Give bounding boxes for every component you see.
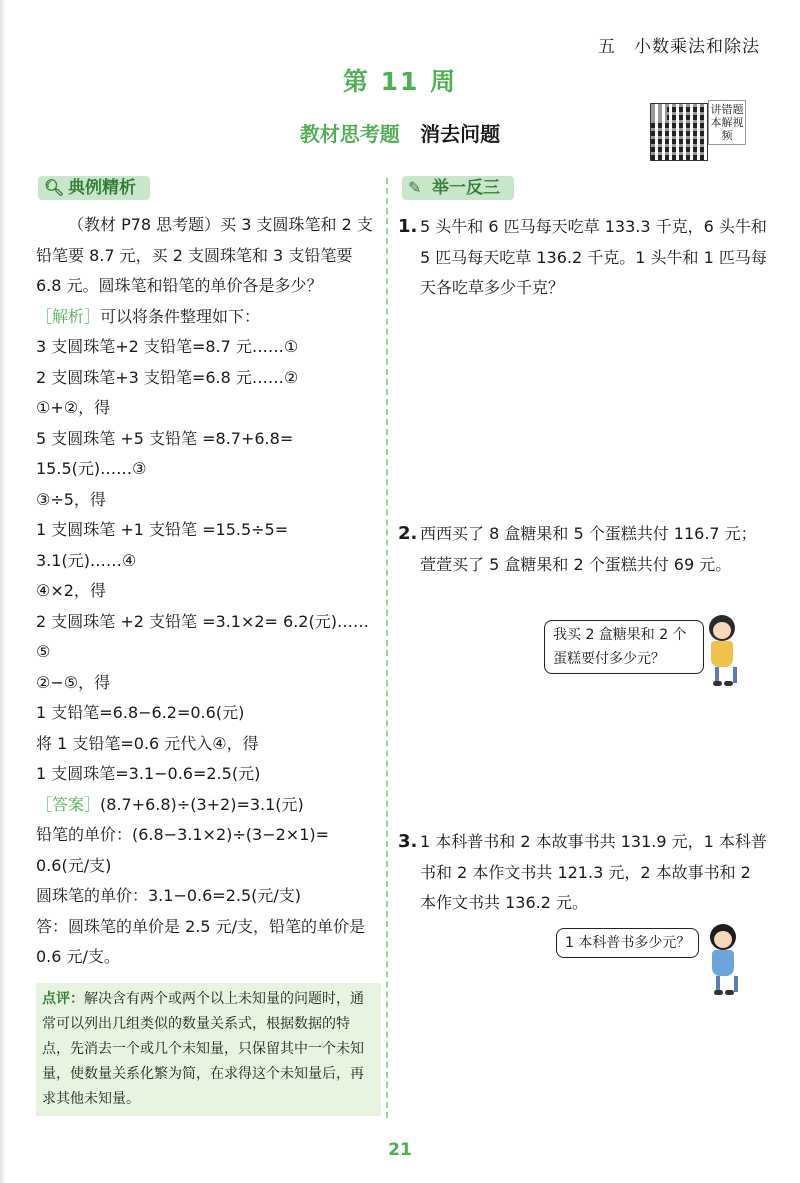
step-2: ③÷5，得 bbox=[36, 489, 106, 509]
practice-tag-label: 举一反三 bbox=[432, 178, 500, 198]
final-answer: 答：圆珠笔的单价是 2.5 元/支，铅笔的单价是 0.6 元/支。 bbox=[36, 916, 366, 966]
problem-number: 2. bbox=[398, 523, 418, 544]
speech-bubble: 1 本科普书多少元？ bbox=[556, 928, 699, 958]
equation-5: 2 支圆珠笔 +2 支铅笔 =3.1×2= 6.2(元)……⑤ bbox=[36, 611, 369, 661]
substitute-line: 将 1 支铅笔=0.6 元代入④，得 bbox=[36, 733, 259, 753]
pen-price-line: 1 支圆珠笔=3.1−0.6=2.5(元) bbox=[36, 764, 261, 783]
week-title: 第 11 周 bbox=[342, 67, 458, 96]
example-tag-label: 典例精析 bbox=[68, 178, 136, 198]
problem-text: 5 头牛和 6 匹马每天吃草 133.3 千克，6 头牛和 5 匹马每天吃草 136.2 千克。1 头牛和 1 匹马每天各吃草多少千克？ bbox=[420, 217, 767, 297]
problem-number: 3. bbox=[398, 831, 418, 852]
problem-text: 西西买了 8 盒糖果和 5 个蛋糕共付 116.7 元；萱萱买了 5 盒糖果和 2 个蛋糕共付 69 元。 bbox=[420, 524, 757, 574]
chapter-header: 五 小数乘法和除法 bbox=[598, 37, 760, 57]
pen-unit-price: 圆珠笔的单价：3.1−0.6=2.5(元/支) bbox=[36, 886, 302, 905]
equation-1: 3 支圆珠笔+2 支铅笔=8.7 元……① bbox=[36, 337, 299, 356]
subtitle-category: 教材思考题 bbox=[299, 122, 400, 146]
answer-line: ［答案］(8.7+6.8)÷(3+2)=3.1(元) bbox=[36, 794, 304, 814]
equation-2: 2 支圆珠笔+3 支铅笔=6.8 元……② bbox=[36, 367, 299, 387]
subtitle-topic: 消去问题 bbox=[420, 122, 501, 146]
practice-tag bbox=[402, 176, 514, 200]
analysis-line: ［解析］可以将条件整理如下： bbox=[36, 306, 261, 326]
pencil-price-line: 1 支铅笔=6.8−6.2=0.6(元) bbox=[36, 703, 245, 722]
page-edge bbox=[0, 0, 6, 1183]
comment-text: 解决含有两个或两个以上未知量的问题时，通常可以列出几组类似的数量关系式，根据数据的特点，先消去一个或几个未知量，只保留其中一个未知量，使数量关系化繁为简，在求得这个未知量后，再求其他未知量。 bbox=[42, 991, 364, 1107]
pencil-unit-price: 铅笔的单价：(6.8−3.1×2)÷(3−2×1)= 0.6(元/支) bbox=[36, 825, 330, 875]
example-solution bbox=[36, 210, 378, 973]
step-4: ②−⑤，得 bbox=[36, 672, 111, 692]
answer-label: ［答案］ bbox=[36, 794, 101, 814]
equation-4: 1 支圆珠笔 +1 支铅笔 =15.5÷5= 3.1(元)……④ bbox=[36, 520, 289, 570]
comment-label: 点评： bbox=[42, 991, 84, 1007]
problem-3 bbox=[398, 827, 768, 919]
qr-label: 讲错题本解视频 bbox=[708, 100, 746, 145]
problem-text: 1 本科普书和 2 本故事书共 131.9 元，1 本科普书和 2 本作文书共 121.3 元，2 本故事书和 2 本作文书共 136.2 元。 bbox=[420, 832, 767, 912]
analysis-label: ［解析］ bbox=[36, 306, 101, 326]
column-divider bbox=[386, 178, 388, 1118]
girl-illustration bbox=[703, 615, 743, 687]
problem-2 bbox=[398, 519, 768, 580]
pencil-icon: ✎ bbox=[408, 178, 422, 197]
equation-3: 5 支圆珠笔 +5 支铅笔 =8.7+6.8= 15.5(元)……③ bbox=[36, 428, 294, 478]
example-question: （教材 P78 思考题）买 3 支圆珠笔和 2 支铅笔要 8.7 元，买 2 支圆珠笔和 3 支铅笔要 6.8 元。圆珠笔和铅笔的单价各是多少？ bbox=[36, 215, 373, 295]
speech-bubble: 我买 2 盒糖果和 2 个蛋糕要付多少元？ bbox=[544, 620, 704, 674]
step-1: ①+②，得 bbox=[36, 398, 111, 417]
example-tag bbox=[38, 176, 150, 200]
comment-box bbox=[36, 983, 381, 1116]
boy-illustration bbox=[704, 924, 744, 996]
problem-number: 1. bbox=[398, 216, 418, 237]
magnifier-icon: 🔍︎ bbox=[44, 178, 65, 197]
problem-1 bbox=[398, 212, 768, 304]
step-3: ④×2，得 bbox=[36, 581, 106, 600]
page-number: 21 bbox=[388, 1140, 412, 1160]
qr-code[interactable] bbox=[650, 103, 708, 161]
